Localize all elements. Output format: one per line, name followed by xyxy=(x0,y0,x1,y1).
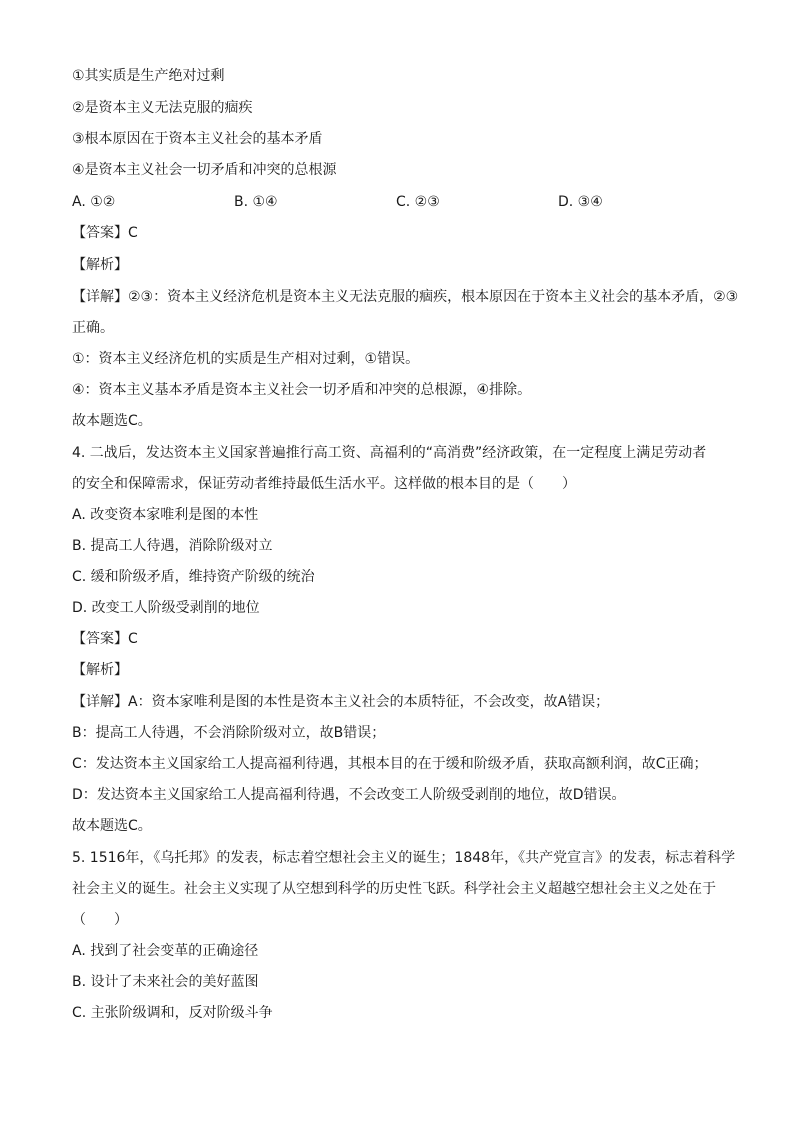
q3-answer: 【答案】C xyxy=(72,225,138,241)
q4-option-a: A. 改变资本家唯利是图的本性 xyxy=(72,507,259,523)
q3-analysis-label: 【解析】 xyxy=(72,257,128,273)
q4-detail-3: C：发达资本主义国家给工人提高福利待遇，其根本目的在于缓和阶级矛盾，获取高额利润，故C正确； xyxy=(72,756,708,772)
q4-detail-4: D：发达资本主义国家给工人提高福利待遇，不会改变工人阶级受剥削的地位，故D错误。 xyxy=(72,787,626,803)
q3-statement-2: ②是资本主义无法克服的痼疾 xyxy=(72,100,253,116)
q4-option-c: C. 缓和阶级矛盾，维持资产阶级的统治 xyxy=(72,569,315,585)
q5-option-a: A. 找到了社会变革的正确途径 xyxy=(72,943,259,959)
q3-detail-3: ①：资本主义经济危机的实质是生产相对过剩，①错误。 xyxy=(72,351,420,367)
q3-option-d: D. ③④ xyxy=(558,194,603,210)
q4-analysis-label: 【解析】 xyxy=(72,662,128,678)
q3-detail-1: 【详解】②③：资本主义经济危机是资本主义无法克服的痼疾，根本原因在于资本主义社会的基本矛盾，②③ xyxy=(72,289,739,305)
q3-options-row xyxy=(72,193,732,211)
q5-stem-3: （ ） xyxy=(72,912,128,928)
q4-conclusion: 故本题选C。 xyxy=(72,818,152,834)
q3-option-c: C. ②③ xyxy=(396,194,440,210)
q4-stem-2: 的安全和保障需求，保证劳动者维持最低生活水平。这样做的根本目的是（ ） xyxy=(72,476,576,492)
q5-option-c: C. 主张阶级调和，反对阶级斗争 xyxy=(72,1005,273,1021)
q5-stem-1: 5. 1516年，《乌托邦》的发表，标志着空想社会主义的诞生；1848年，《共产党宣言》的发表，标志着科学 xyxy=(72,850,736,866)
q4-detail-2: B：提高工人待遇，不会消除阶级对立，故B错误； xyxy=(72,725,386,741)
q5-stem-2: 社会主义的诞生。社会主义实现了从空想到科学的历史性飞跃。科学社会主义超越空想社会主义之处在于 xyxy=(72,881,716,897)
q3-option-b: B. ①④ xyxy=(234,194,278,210)
q3-conclusion: 故本题选C。 xyxy=(72,413,152,429)
q4-option-d: D. 改变工人阶级受剥削的地位 xyxy=(72,600,260,616)
q4-option-b: B. 提高工人待遇，消除阶级对立 xyxy=(72,538,273,554)
q3-option-a: A. ①② xyxy=(72,194,116,210)
q3-statement-4: ④是资本主义社会一切矛盾和冲突的总根源 xyxy=(72,162,337,178)
q3-statement-1: ①其实质是生产绝对过剩 xyxy=(72,68,225,84)
q3-detail-4: ④：资本主义基本矛盾是资本主义社会一切矛盾和冲突的总根源，④排除。 xyxy=(72,382,532,398)
q3-detail-2: 正确。 xyxy=(72,320,114,336)
q4-answer: 【答案】C xyxy=(72,631,138,647)
q4-stem-1: 4. 二战后，发达资本主义国家普遍推行高工资、高福利的“高消费”经济政策，在一定程度上满足劳动者 xyxy=(72,445,707,461)
q5-option-b: B. 设计了未来社会的美好蓝图 xyxy=(72,974,259,990)
q4-detail-1: 【详解】A：资本家唯利是图的本性是资本主义社会的本质特征，不会改变，故A错误； xyxy=(72,694,610,710)
q3-statement-3: ③根本原因在于资本主义社会的基本矛盾 xyxy=(72,131,323,147)
